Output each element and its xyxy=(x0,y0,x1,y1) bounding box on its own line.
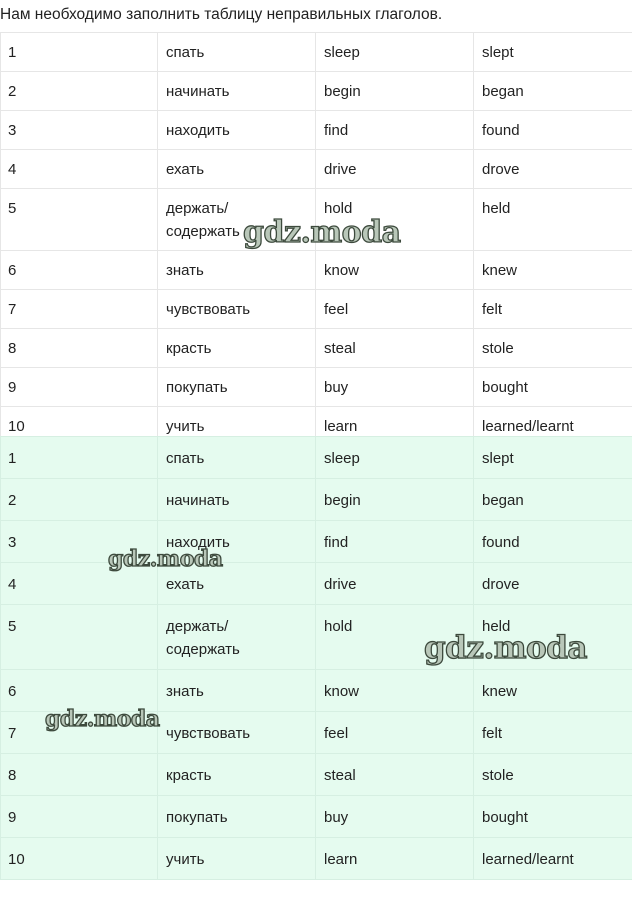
russian-verb-cell: знать xyxy=(158,251,316,290)
past-simple-cell: stole xyxy=(474,754,632,796)
row-number-cell: 1 xyxy=(1,437,158,479)
watermark: gdz.moda xyxy=(424,630,587,666)
past-simple-cell: bought xyxy=(474,796,632,838)
row-number-cell: 9 xyxy=(1,368,158,407)
russian-verb-cell: чувствовать xyxy=(158,712,316,754)
past-simple-cell: found xyxy=(474,521,632,563)
russian-verb-cell: держать/ содержать xyxy=(158,605,316,670)
infinitive-cell: buy xyxy=(316,796,474,838)
past-simple-cell: drove xyxy=(474,150,632,189)
table-row xyxy=(1,521,632,563)
table-row xyxy=(1,111,632,150)
russian-verb-cell: знать xyxy=(158,670,316,712)
table-row xyxy=(1,838,632,880)
table-row xyxy=(1,563,632,605)
infinitive-cell: drive xyxy=(316,150,474,189)
infinitive-cell: feel xyxy=(316,712,474,754)
russian-verb-cell: начинать xyxy=(158,479,316,521)
past-simple-cell: stole xyxy=(474,329,632,368)
table-body xyxy=(1,33,632,446)
infinitive-cell: know xyxy=(316,251,474,290)
past-simple-cell: learned/learnt xyxy=(474,407,632,446)
row-number-cell: 6 xyxy=(1,670,158,712)
row-number-cell: 8 xyxy=(1,329,158,368)
past-simple-cell: began xyxy=(474,72,632,111)
row-number-cell: 8 xyxy=(1,754,158,796)
row-number-cell: 5 xyxy=(1,189,158,251)
infinitive-cell: buy xyxy=(316,368,474,407)
infinitive-cell: know xyxy=(316,670,474,712)
past-simple-cell: felt xyxy=(474,290,632,329)
table-row xyxy=(1,33,632,72)
row-number-cell: 2 xyxy=(1,72,158,111)
past-simple-cell: knew xyxy=(474,251,632,290)
watermark: gdz.moda xyxy=(243,215,401,250)
infinitive-cell: begin xyxy=(316,479,474,521)
infinitive-cell: sleep xyxy=(316,33,474,72)
irregular-verbs-table-highlighted xyxy=(0,436,632,880)
row-number-cell: 4 xyxy=(1,563,158,605)
russian-verb-cell: находить xyxy=(158,111,316,150)
russian-verb-cell: держать/ содержать xyxy=(158,189,316,251)
table-row xyxy=(1,437,632,479)
table-row xyxy=(1,189,632,251)
table-row xyxy=(1,329,632,368)
past-simple-cell: knew xyxy=(474,670,632,712)
past-simple-cell: slept xyxy=(474,33,632,72)
row-number-cell: 3 xyxy=(1,521,158,563)
past-simple-cell: found xyxy=(474,111,632,150)
russian-verb-cell: покупать xyxy=(158,368,316,407)
table-row xyxy=(1,150,632,189)
table-row xyxy=(1,670,632,712)
past-simple-cell: learned/learnt xyxy=(474,838,632,880)
row-number-cell: 10 xyxy=(1,407,158,446)
russian-verb-cell: покупать xyxy=(158,796,316,838)
russian-verb-cell: ехать xyxy=(158,563,316,605)
past-simple-cell: held xyxy=(474,605,632,670)
row-number-cell: 4 xyxy=(1,150,158,189)
russian-verb-cell: находить xyxy=(158,521,316,563)
watermark: gdz.moda xyxy=(45,706,160,732)
infinitive-cell: drive xyxy=(316,563,474,605)
table-row xyxy=(1,605,632,670)
past-simple-cell: felt xyxy=(474,712,632,754)
infinitive-cell: steal xyxy=(316,329,474,368)
row-number-cell: 7 xyxy=(1,290,158,329)
russian-verb-cell: спать xyxy=(158,437,316,479)
row-number-cell: 10 xyxy=(1,838,158,880)
irregular-verbs-table xyxy=(0,32,632,446)
table-row xyxy=(1,479,632,521)
russian-verb-cell: ехать xyxy=(158,150,316,189)
infinitive-cell: sleep xyxy=(316,437,474,479)
russian-verb-cell: красть xyxy=(158,754,316,796)
russian-verb-cell: красть xyxy=(158,329,316,368)
infinitive-cell: hold xyxy=(316,189,474,251)
past-simple-cell: slept xyxy=(474,437,632,479)
page-heading: Нам необходимо заполнить таблицу неправильных глаголов. xyxy=(0,6,443,23)
russian-verb-cell: спать xyxy=(158,33,316,72)
table-row xyxy=(1,754,632,796)
russian-verb-cell: учить xyxy=(158,838,316,880)
infinitive-cell: learn xyxy=(316,407,474,446)
table-row xyxy=(1,712,632,754)
past-simple-cell: bought xyxy=(474,368,632,407)
row-number-cell: 5 xyxy=(1,605,158,670)
russian-verb-cell: учить xyxy=(158,407,316,446)
russian-verb-cell: начинать xyxy=(158,72,316,111)
infinitive-cell: find xyxy=(316,111,474,150)
table-body xyxy=(1,437,632,880)
infinitive-cell: steal xyxy=(316,754,474,796)
row-number-cell: 7 xyxy=(1,712,158,754)
infinitive-cell: hold xyxy=(316,605,474,670)
table-row xyxy=(1,368,632,407)
infinitive-cell: learn xyxy=(316,838,474,880)
table-row xyxy=(1,796,632,838)
row-number-cell: 1 xyxy=(1,33,158,72)
infinitive-cell: feel xyxy=(316,290,474,329)
row-number-cell: 2 xyxy=(1,479,158,521)
row-number-cell: 6 xyxy=(1,251,158,290)
past-simple-cell: drove xyxy=(474,563,632,605)
watermark: gdz.moda xyxy=(108,546,223,572)
infinitive-cell: find xyxy=(316,521,474,563)
table-row xyxy=(1,290,632,329)
past-simple-cell: began xyxy=(474,479,632,521)
row-number-cell: 3 xyxy=(1,111,158,150)
russian-verb-cell: чувствовать xyxy=(158,290,316,329)
table-row xyxy=(1,251,632,290)
row-number-cell: 9 xyxy=(1,796,158,838)
past-simple-cell: held xyxy=(474,189,632,251)
table-row xyxy=(1,72,632,111)
infinitive-cell: begin xyxy=(316,72,474,111)
